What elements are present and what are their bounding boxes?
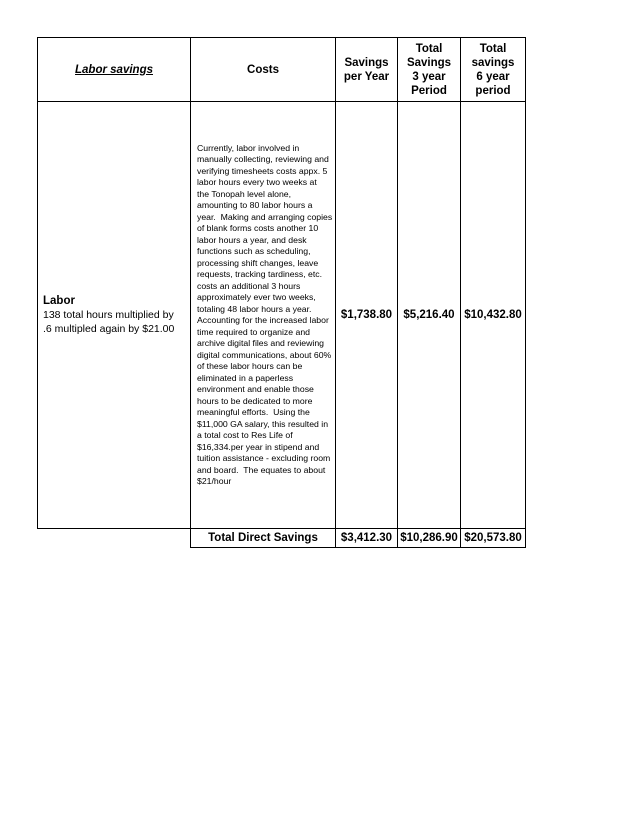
labor-savings-per-year-value: $1,738.80 (340, 309, 393, 321)
cost-line: amounting to 80 labor hours a (197, 200, 313, 210)
header-total-3yr (398, 38, 460, 101)
cost-line: Currently, labor involved in (197, 142, 300, 153)
header-total-6yr-line3: 6 year (476, 70, 510, 83)
total-direct-savings-label (191, 529, 335, 547)
header-total-6yr-line4: period (475, 84, 511, 97)
cost-line: eliminated in a paperless (197, 372, 294, 383)
header-savings-per-year-line2: per Year (343, 70, 390, 83)
total-6yr-value: $20,573.80 (464, 532, 522, 544)
cost-line: $11,000 GA salary, this resulted in (197, 418, 329, 429)
savings-table (37, 37, 526, 548)
cost-line: hours to be dedicated to more (197, 395, 313, 406)
cost-line: totaling 48 labor hours a year. (197, 303, 312, 314)
cost-line: digital communications, about 60% (197, 349, 332, 360)
header-savings-per-year (336, 38, 397, 101)
header-total-6yr-line1: Total (479, 42, 507, 55)
cost-line: the Tonopah level alone, (197, 188, 292, 199)
labor-savings-per-year (336, 102, 397, 528)
labor-description: 138 total hours multiplied by .6 multipled again by $21.00 (43, 309, 175, 335)
cost-line: processing shift changes, leave (197, 257, 319, 268)
cost-line: manually collecting, reviewing and (197, 154, 329, 164)
cost-line: time required to organize and (197, 326, 311, 337)
table-border-right (525, 37, 526, 548)
labor-cell (38, 102, 190, 528)
cost-line: labor hours a year, and desk (197, 234, 307, 245)
costs-description (197, 143, 332, 488)
cost-line: Accounting for the increased labor (197, 315, 329, 325)
cost-line: and board. The equates to about (197, 464, 326, 475)
header-labor-savings (38, 38, 190, 101)
total-per-year (336, 529, 397, 547)
header-costs (191, 38, 335, 101)
cost-line: approximately ever two weeks, (197, 292, 316, 302)
labor-savings-6yr-value: $10,432.80 (464, 309, 522, 321)
cost-line: $16,334.per year in stipend and (197, 441, 320, 452)
cost-line: $21/hour (197, 476, 232, 486)
total-per-year-value: $3,412.30 (340, 532, 393, 544)
header-total-6yr (461, 38, 525, 101)
cost-line: labor hours every two weeks at (197, 177, 317, 187)
header-total-3yr-line2: Savings (406, 56, 452, 69)
header-labor-savings-text: Labor savings (75, 63, 153, 76)
cost-line: archive digital files and reviewing (197, 338, 324, 348)
cost-line: tuition assistance - excluding room (197, 453, 331, 463)
labor-title: Labor (43, 295, 75, 307)
total-direct-savings-label-text: Total Direct Savings (208, 532, 318, 544)
header-total-3yr-line1: Total (415, 42, 443, 55)
cost-line: requests, tracking tardiness, etc. (197, 269, 323, 279)
cost-line: meaningful efforts. Using the (197, 407, 310, 417)
cost-line: a total cost to Res Life of (197, 430, 293, 440)
cost-line: costs an additional 3 hours (197, 280, 301, 291)
total-3yr (398, 529, 460, 547)
header-savings-per-year-line1: Savings (344, 56, 389, 69)
header-costs-text: Costs (247, 63, 279, 76)
cost-line: of blank forms costs another 10 (197, 223, 319, 233)
totals-bottom-border (190, 547, 526, 548)
labor-savings-6yr (461, 102, 525, 528)
header-total-3yr-line3: 3 year (412, 70, 446, 83)
cost-line: of these labor hours can be (197, 361, 303, 371)
header-total-3yr-line4: Period (411, 84, 447, 97)
labor-savings-3yr (398, 102, 460, 528)
header-total-6yr-line2: savings (471, 56, 515, 69)
labor-block (43, 294, 185, 336)
total-6yr (461, 529, 525, 547)
costs-cell (191, 102, 335, 528)
cost-line: environment and enable those (197, 384, 314, 394)
cost-line: verifying timesheets costs appx. 5 (197, 165, 328, 176)
total-3yr-value: $10,286.90 (400, 532, 458, 544)
cost-line: year. Making and arranging copies (197, 211, 333, 222)
cost-line: functions such as scheduling, (197, 246, 311, 256)
labor-savings-3yr-value: $5,216.40 (403, 309, 455, 321)
